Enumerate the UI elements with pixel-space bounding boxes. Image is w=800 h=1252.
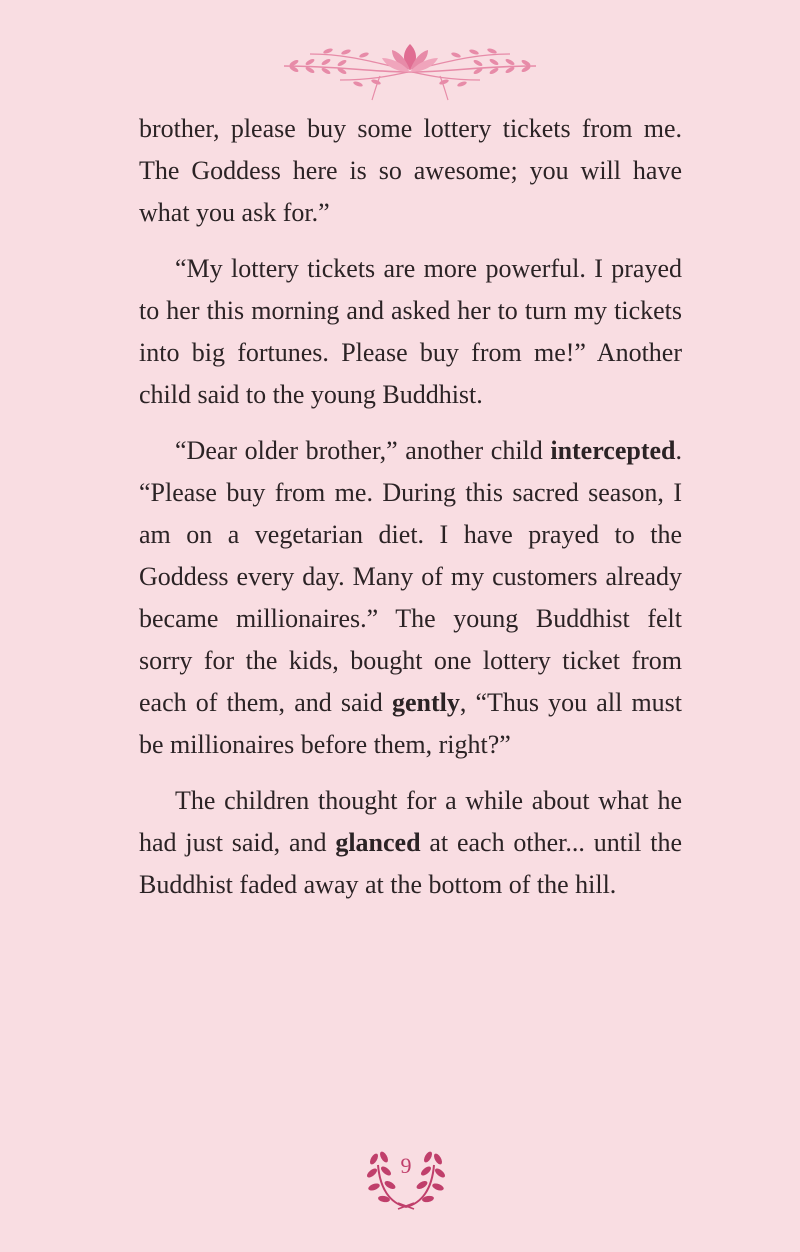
text-segment: The children thought for a while about what he had just said, and	[139, 786, 682, 857]
story-text	[139, 108, 682, 920]
text-segment: . “Please buy from me. During this sacred season, I am on a vegetarian diet. I have prayed to the Goddess every day. Many of my customers already became millionaires.” The young Buddhist felt sorry for the kids, bought one lottery ticket from each of them, and said	[139, 436, 682, 717]
text-segment: brother, please buy some lottery tickets from me. The Goddess here is so awesome; you will have what you ask for.”	[139, 114, 682, 227]
lotus-vine-icon	[280, 36, 540, 104]
vocab-word: glanced	[335, 828, 421, 857]
paragraph-2	[139, 248, 682, 416]
vocab-word: intercepted	[550, 436, 676, 465]
text-segment: “My lottery tickets are more powerful. I prayed to her this morning and asked her to turn my tickets into big fortunes. Please buy from me!” Another child said to the young Buddhist.	[139, 254, 682, 409]
paragraph-1	[139, 108, 682, 234]
text-segment: , “Thus you all must be millionaires before them, right?”	[139, 688, 683, 759]
page-number: 9	[400, 1153, 412, 1178]
page-footer	[360, 1143, 452, 1215]
text-segment: at each other... until the Buddhist faded away at the bottom of the hill.	[139, 828, 682, 899]
vocab-word: gently	[391, 688, 460, 717]
text-segment: “Dear older brother,” another child	[175, 436, 551, 465]
paragraph-4	[139, 780, 682, 906]
paragraph-3	[139, 430, 682, 766]
